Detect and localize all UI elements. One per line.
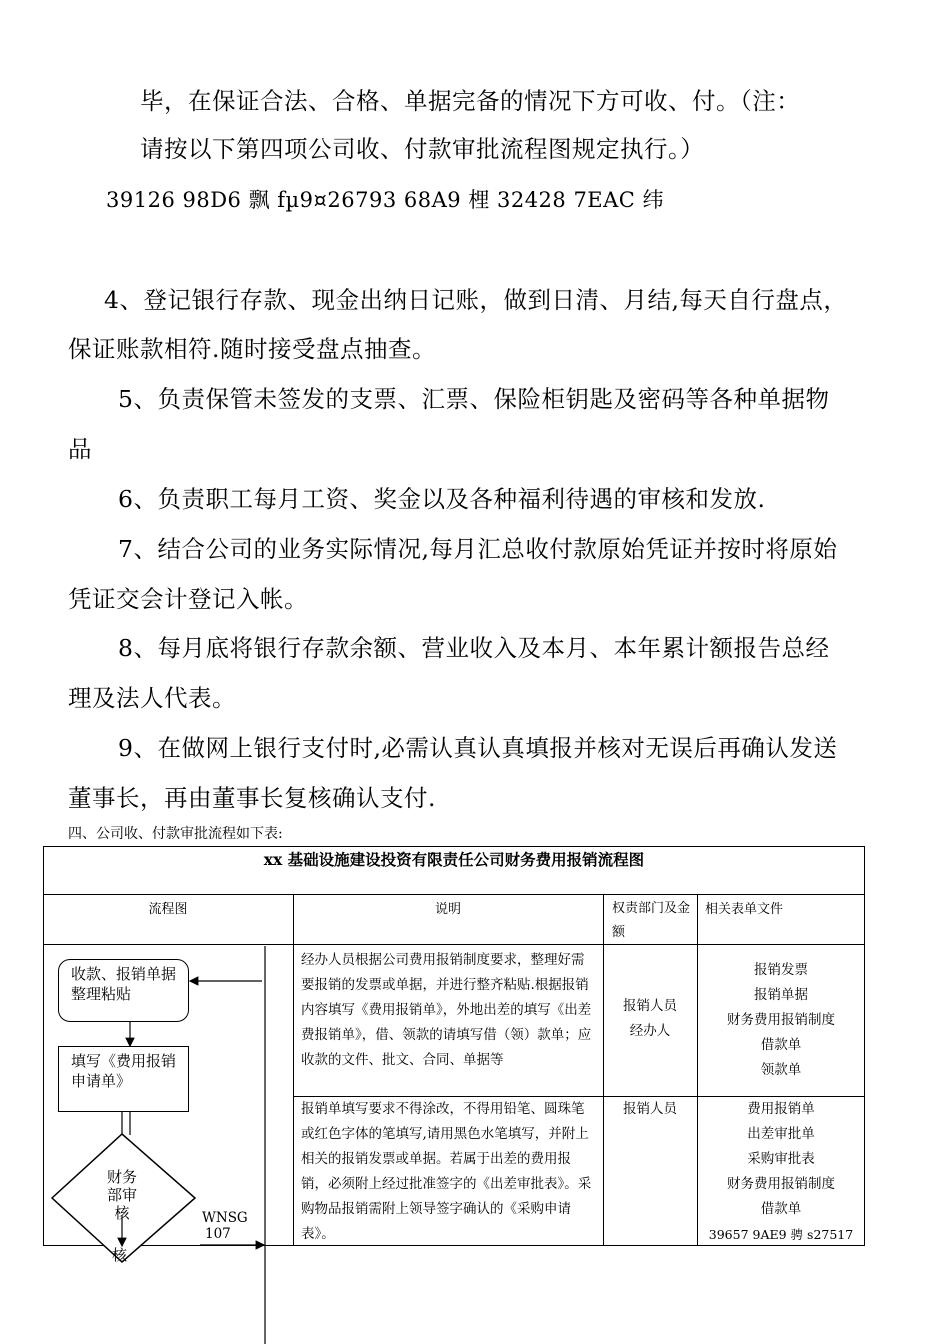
paragraph-line: 请按以下第四项公司收、付款审批流程图规定执行。）	[140, 135, 705, 163]
item-9-line1: 9、在做网上银行支付时,必需认真认真填报并核对无误后再确认发送	[118, 734, 838, 762]
item-5-line1: 5、负责保管未签发的支票、汇票、保险柜钥匙及密码等各种单据物	[118, 385, 830, 413]
document-item: 财务费用报销制度	[727, 1176, 835, 1192]
item-4-line2: 保证账款相符.随时接受盘点抽查。	[68, 335, 436, 363]
document-item: 费用报销单	[747, 1101, 815, 1117]
document-item: 报销单据	[754, 987, 808, 1003]
document-item: 借款单	[760, 1037, 802, 1053]
header-documents: 相关表单文件	[705, 902, 784, 917]
row2-description: 报销单填写要求不得涂改，不得用铅笔、圆珠笔或红色字体的笔填写,请用黑色水笔填写，并附上相关的报销发票或单据。若属于出差的费用报销，必须附上经过批准签字的《出差审批表》。采购物品报销需附上领导签字确认的《采购申请表》。	[301, 1101, 592, 1242]
flow-box-collect-receipts: 收款、报销单据整理粘贴	[58, 959, 189, 1022]
section-heading: 四、公司收、付款审批流程如下表:	[68, 826, 283, 842]
item-6-line: 6、负责职工每月工资、奖金以及各种福利待遇的审核和发放.	[118, 485, 766, 513]
document-item: 领款单	[760, 1062, 802, 1078]
document-item: 财务费用报销制度	[727, 1012, 835, 1028]
row1-department-item: 报销人员	[623, 998, 677, 1014]
item-7-line1: 7、结合公司的业务实际情况,每月汇总收付款原始凭证并按时将原始	[118, 535, 838, 563]
decision-label-overflow: 核	[112, 1246, 128, 1264]
paragraph-line: 毕，在保证合法、合格、单据完备的情况下方可收、付。（注：	[140, 87, 801, 115]
garbled-code-line: 39126 98D6 飘 fµ9¤26793 68A9 梩 32428 7EAC 纬	[106, 188, 665, 212]
item-8-line1: 8、每月底将银行存款余额、营业收入及本月、本年累计额报告总经	[118, 634, 830, 662]
item-8-line2: 理及法人代表。	[68, 684, 236, 712]
table-title: xx 基础设施建设投资有限责任公司财务费用报销流程图	[263, 850, 645, 869]
flow-box-fill-form: 填写《费用报销申请单》	[58, 1046, 189, 1112]
document-item: 采购审批表	[747, 1151, 815, 1167]
item-5-line2: 品	[68, 435, 92, 463]
header-flowchart: 流程图	[148, 902, 188, 917]
row1-department-item: 经办人	[629, 1023, 671, 1039]
document-item: 借款单	[760, 1201, 802, 1217]
document-item: 报销发票	[754, 962, 808, 978]
header-description: 说明	[434, 902, 461, 917]
item-9-line2: 董事长，再由董事长复核确认支付.	[68, 784, 436, 812]
row2-department: 报销人员	[623, 1101, 677, 1117]
side-code-label: WNSG	[202, 1210, 248, 1226]
side-code-number: 107	[205, 1226, 231, 1242]
decision-label: 财务部审核	[106, 1168, 137, 1222]
item-4-line1: 4、登记银行存款、现金出纳日记账，做到日清、月结,每天自行盘点，	[104, 286, 848, 314]
item-7-line2: 凭证交会计登记入帐。	[68, 585, 308, 613]
garbled-code-item: 39657 9AE9 骋 s27517	[708, 1227, 854, 1242]
header-department: 权责部门及金额	[612, 901, 691, 940]
row1-description: 经办人员根据公司费用报销制度要求，整理好需要报销的发票或单据，并进行整齐粘贴.根据报销内容填写《费用报销单》，外地出差的填写《出差费报销单》，借、领款的请填写借（领）款单；应收款的文件、批文、合同、单据等	[301, 952, 592, 1068]
document-item: 出差审批单	[747, 1126, 815, 1142]
